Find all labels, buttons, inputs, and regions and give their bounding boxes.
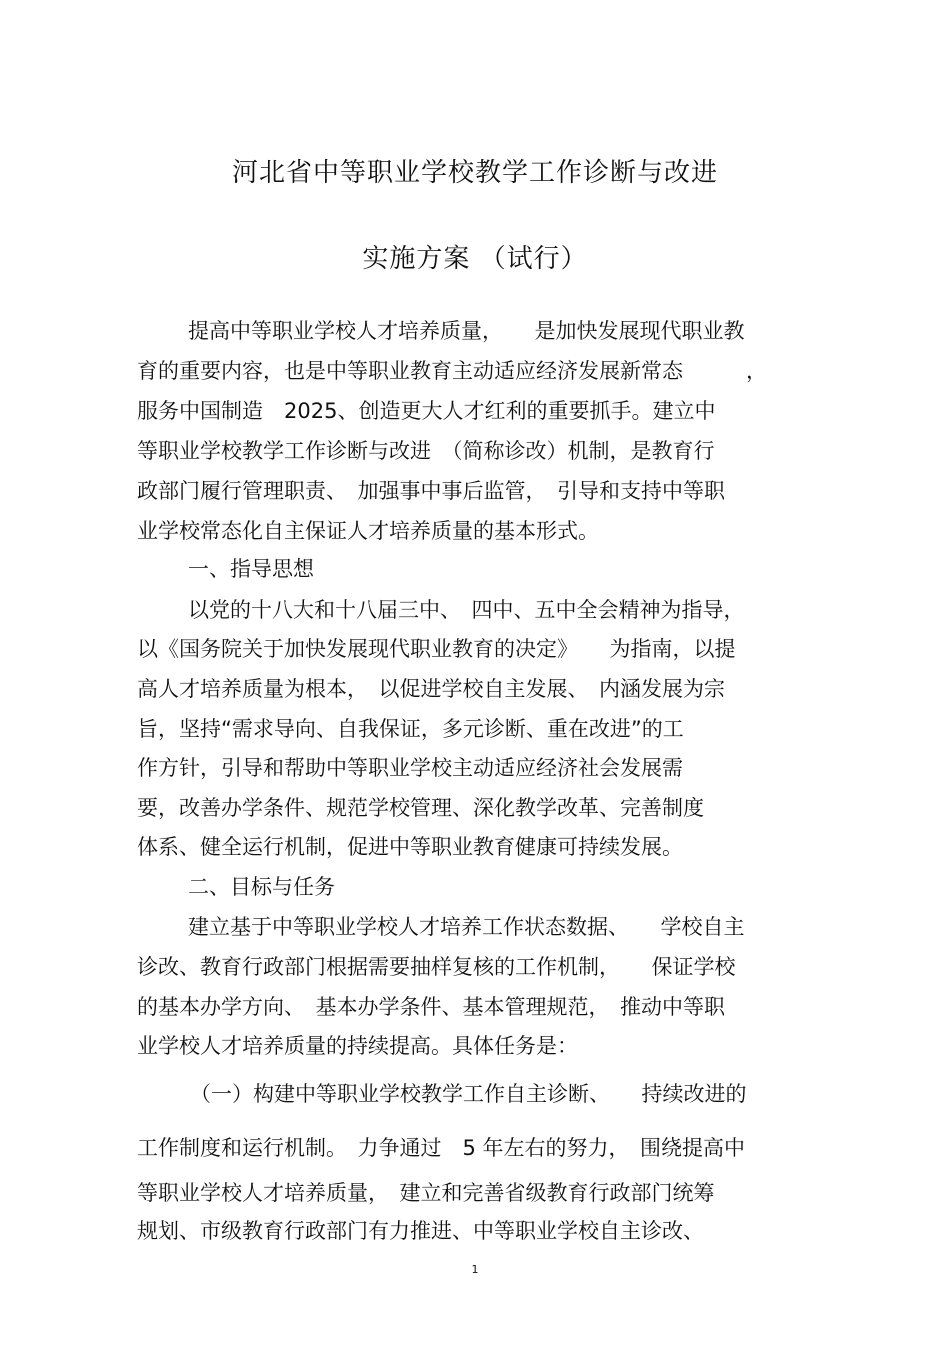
body-line: 规划、市级教育行政部门有力推进、中等职业学校自主诊改、 [137, 1219, 704, 1243]
document-subtitle: 实施方案 （试行） [362, 244, 588, 274]
body-line: 高人才培养质量为根本， 以促进学校自主发展、 内涵发展为宗 [137, 677, 725, 701]
body-line: 要，改善办学条件、规范学校管理、深化教学改革、完善制度 [137, 796, 704, 820]
body-line: 政部门履行管理职责、 加强事中事后监管， 引导和支持中等职 [137, 479, 725, 503]
body-line: 服务中国制造 2025、创造更大人才红利的重要抓手。建立中 [137, 399, 716, 423]
section-heading: 二、目标与任务 [188, 875, 335, 899]
document-title: 河北省中等职业学校教学工作诊断与改进 [231, 158, 718, 188]
body-line: 作方针，引导和帮助中等职业学校主动适应经济社会发展需 [137, 756, 683, 780]
body-line: 体系、健全运行机制，促进中等职业教育健康可持续发展。 [137, 835, 683, 859]
body-line: 等职业学校教学工作诊断与改进 （简称诊改）机制，是教育行 [137, 439, 715, 463]
section-heading: 一、指导思想 [188, 557, 314, 581]
page-number: 1 [471, 1263, 479, 1276]
subsection-heading: （一）构建中等职业学校教学工作自主诊断、 持续改进的 [190, 1082, 747, 1106]
body-line: 以《国务院关于加快发展现代职业教育的决定》 为指南，以提 [137, 637, 736, 661]
body-line: 诊改、教育行政部门根据需要抽样复核的工作机制， 保证学校 [137, 955, 736, 979]
body-line: 业学校人才培养质量的持续提高。具体任务是： [137, 1034, 578, 1058]
body-line: 以党的十八大和十八届三中、 四中、五中全会精神为指导， [188, 598, 745, 622]
body-line: 工作制度和运行机制。 力争通过 5 年左右的努力， 围绕提高中 [137, 1136, 746, 1160]
body-line: 育的重要内容，也是中等职业教育主动适应经济发展新常态 ， [137, 359, 767, 383]
body-line: 旨，坚持“需求导向、自我保证，多元诊断、重在改进”的工 [137, 717, 684, 741]
body-line: 业学校常态化自主保证人才培养质量的基本形式。 [137, 519, 599, 543]
body-line: 等职业学校人才培养质量， 建立和完善省级教育行政部门统筹 [137, 1181, 715, 1205]
body-line: 的基本办学方向、 基本办学条件、基本管理规范， 推动中等职 [137, 995, 725, 1019]
body-line: 提高中等职业学校人才培养质量， 是加快发展现代职业教 [188, 319, 745, 343]
body-line: 建立基于中等职业学校人才培养工作状态数据、 学校自主 [188, 915, 745, 939]
